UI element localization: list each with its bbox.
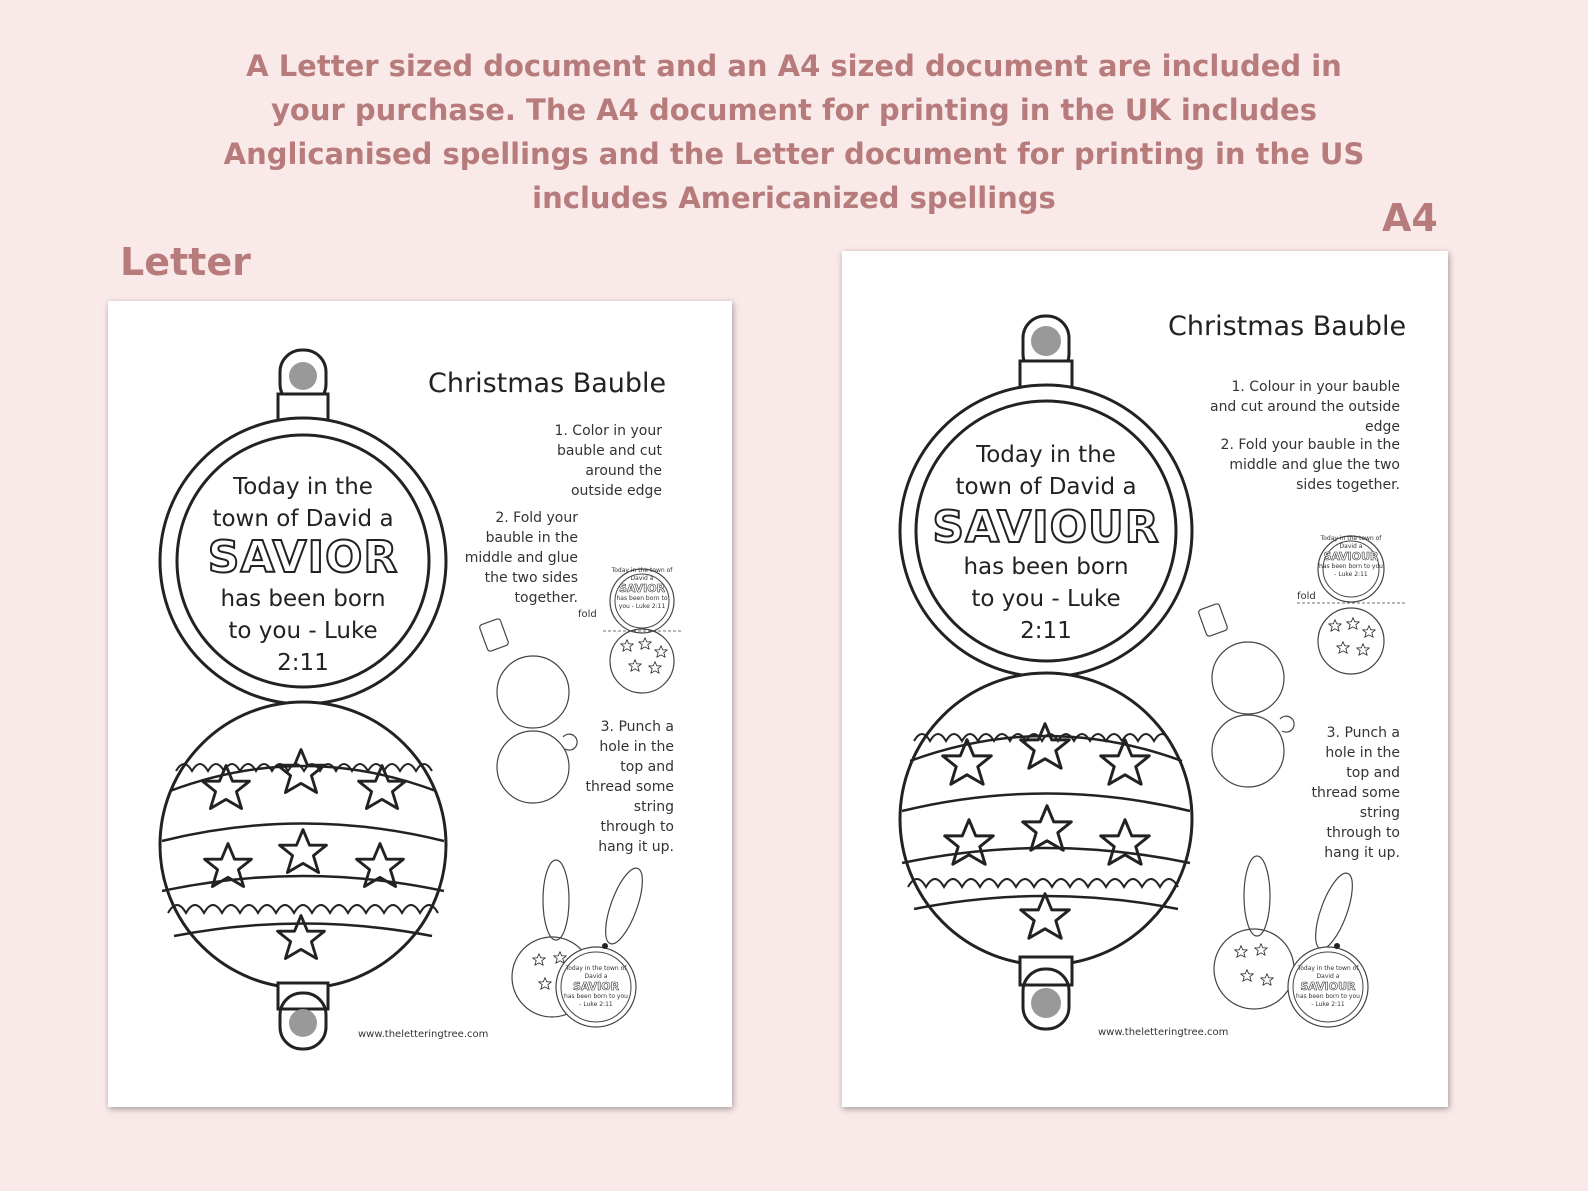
letter-mini-verse: Today in the town of David a SAVIOR has been born to you - Luke 2:11 [611,567,673,610]
letter-verse-bottom: has been born to you - Luke 2:11 [220,586,386,676]
a4-sheet [842,251,1448,1107]
a4-verse-saviour: SAVIOUR [932,502,1160,553]
a4-verse-top: Today in the town of David a [955,442,1137,500]
a4-website: www.theletteringtree.com [1098,1027,1229,1038]
letter-fold-label: fold [578,609,597,620]
letter-label: Letter [120,240,251,284]
a4-step-3: 3. Punch a hole in the top and thread some string through to hang it up. [1311,725,1400,861]
letter-website: www.theletteringtree.com [358,1029,489,1040]
a4-fold-label: fold [1297,591,1316,602]
letter-verse-savior: SAVIOR [207,532,399,583]
description-heading: A Letter sized document and an A4 sized document are included in your purchase. The A4 document for printing in the UK includes Anglicanised spellings and the Letter document for printing in the US includes Americanized spellings [223,49,1365,215]
letter-mini-verse-ornament: Today in the town of David a SAVIOR has been born to you - Luke 2:11 [564,965,628,1008]
letter-step-1: 1. Color in your bauble and cut around the outside edge [554,423,662,499]
letter-sheet [108,301,732,1107]
a4-mini-verse: Today in the town of David a SAVIOUR has been born to you - Luke 2:11 [1319,535,1383,578]
letter-title: Christmas Bauble [428,368,667,399]
a4-label: A4 [1382,196,1438,240]
a4-step-2: 2. Fold your bauble in the middle and glue the two sides together. [1220,437,1400,493]
a4-title: Christmas Bauble [1168,311,1407,342]
a4-mini-verse-ornament: Today in the town of David a SAVIOUR has been born to you - Luke 2:11 [1296,965,1360,1008]
a4-verse-bottom: has been born to you - Luke 2:11 [963,554,1129,644]
letter-step-3: 3. Punch a hole in the top and thread some string through to hang it up. [585,719,674,855]
letter-verse-top: Today in the town of David a [212,474,394,532]
letter-step-2: 2. Fold your bauble in the middle and glue the two sides together. [464,510,578,606]
a4-step-1: 1. Colour in your bauble and cut around the outside edge [1209,379,1400,435]
